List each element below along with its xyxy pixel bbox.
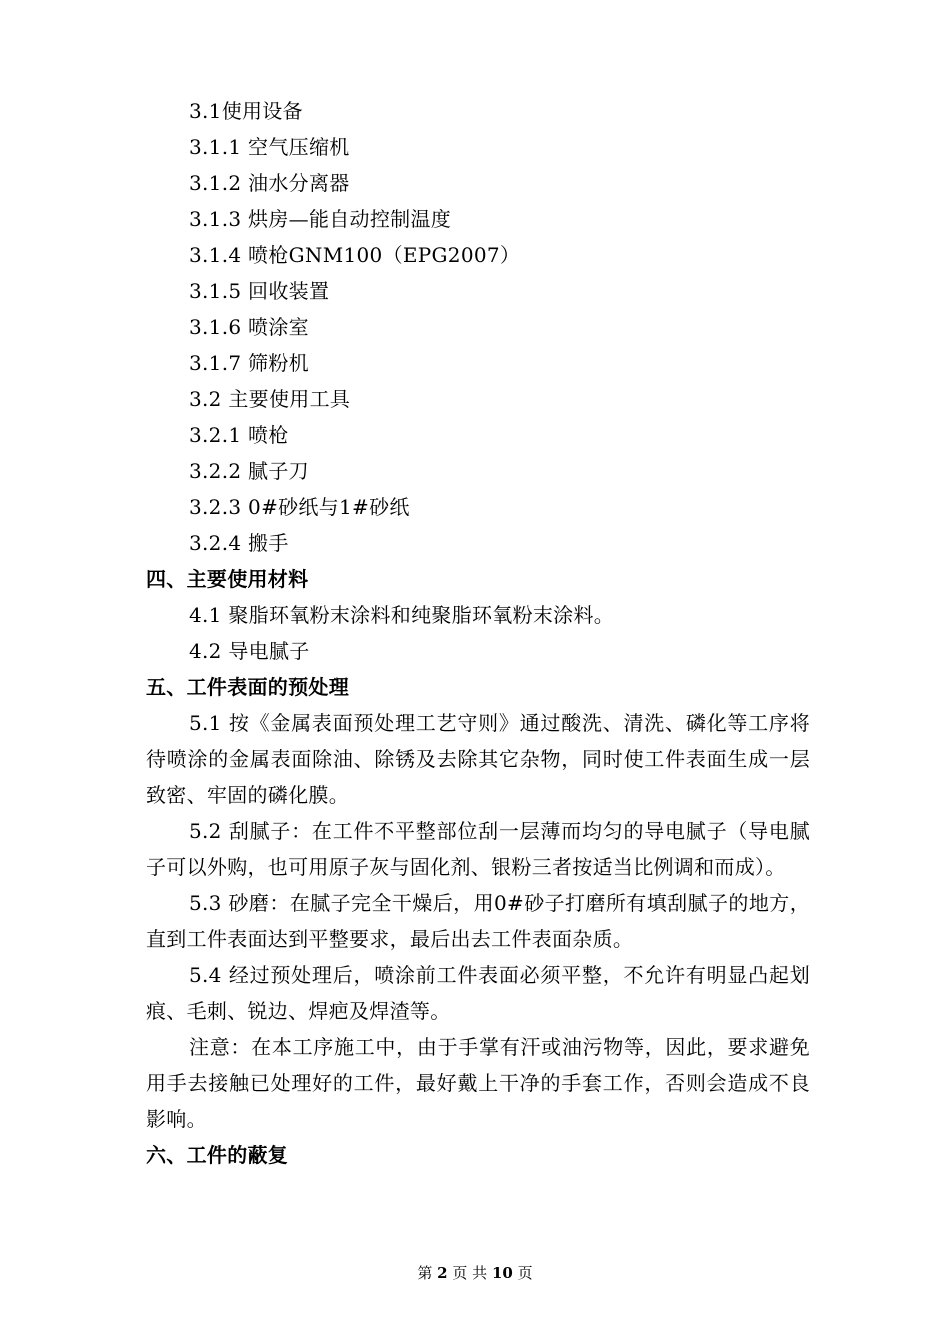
list-item: 3.1.5 回收装置	[189, 279, 330, 303]
footer-middle: 页 共	[452, 1264, 488, 1282]
paragraph: 5.4 经过预处理后，喷涂前工件表面必须平整，不允许有明显凸起划痕、毛刺、锐边、焊疤及焊渣等。	[146, 963, 810, 1023]
section-heading: 六、工件的蔽复	[146, 1143, 289, 1167]
note-paragraph: 注意：在本工序施工中，由于手掌有汗或油污物等，因此，要求避免用手去接触已处理好的工件，最好戴上干净的手套工作，否则会造成不良影响。	[146, 1035, 810, 1131]
list-item: 3.1.2 油水分离器	[189, 171, 350, 195]
section-heading: 四、主要使用材料	[146, 567, 309, 591]
list-item: 3.1.6 喷涂室	[189, 315, 309, 339]
footer-suffix: 页	[517, 1264, 533, 1282]
list-item: 3.1.7 筛粉机	[189, 351, 309, 375]
paragraph: 5.1 按《金属表面预处理工艺守则》通过酸洗、清洗、磷化等工序将待喷涂的金属表面除油、除锈及去除其它杂物，同时使工件表面生成一层致密、牢固的磷化膜。	[146, 711, 810, 807]
list-item: 3.1.3 烘房—能自动控制温度	[189, 207, 452, 231]
list-item: 4.1 聚脂环氧粉末涂料和纯聚脂环氧粉末涂料。	[189, 603, 615, 627]
paragraph: 5.3 砂磨：在腻子完全干燥后，用0#砂子打磨所有填刮腻子的地方，直到工件表面达到平整要求，最后出去工件表面杂质。	[146, 891, 810, 951]
page-content	[146, 93, 810, 1173]
list-item: 3.2.3 0#砂纸与1#砂纸	[189, 495, 410, 519]
page-footer	[0, 1262, 950, 1283]
list-item: 3.2.4 搬手	[189, 531, 289, 555]
list-item: 3.2 主要使用工具	[189, 387, 351, 411]
paragraph: 5.2 刮腻子：在工件不平整部位刮一层薄而均匀的导电腻子（导电腻子可以外购，也可用原子灰与固化剂、银粉三者按适当比例调和而成）。	[146, 819, 810, 879]
list-item: 3.1.4 喷枪GNM100（EPG2007）	[189, 243, 521, 267]
section-heading: 五、工件表面的预处理	[146, 675, 349, 699]
list-item: 3.1使用设备	[189, 99, 303, 123]
list-item: 3.2.2 腻子刀	[189, 459, 309, 483]
list-item: 3.2.1 喷枪	[189, 423, 289, 447]
total-page-count: 10	[491, 1264, 513, 1282]
list-item: 4.2 导电腻子	[189, 639, 310, 663]
list-item: 3.1.1 空气压缩机	[189, 135, 350, 159]
footer-prefix: 第	[417, 1264, 433, 1282]
current-page-number: 2	[437, 1264, 448, 1282]
